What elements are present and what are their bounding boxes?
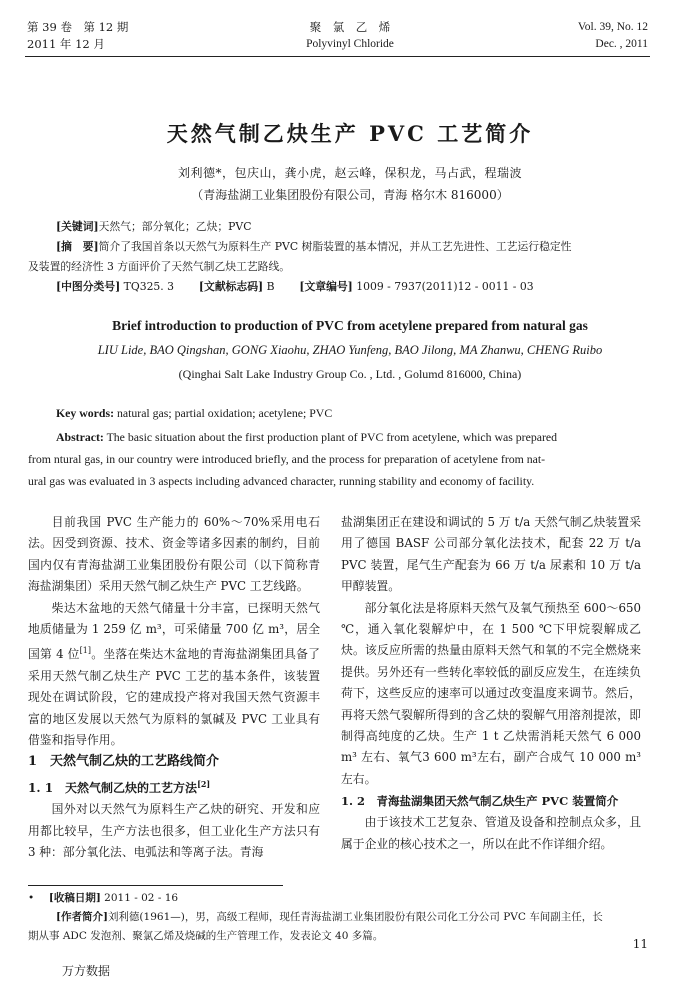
paragraph [28, 598, 320, 752]
paragraph: 由于该技术工艺复杂、管道及设备和控制点众多，且属于企业的核心技术之一，所以在此不作详细介绍。 [341, 815, 641, 851]
journal-volume-issue: 第 39 卷 第 12 期 [27, 20, 129, 34]
citation-ref[interactable]: [2] [197, 779, 211, 790]
section-heading: 1 天然气制乙炔的工艺路线简介 [28, 754, 220, 770]
keywords-en-label: Key words: [56, 406, 114, 420]
footnote-author-line2: 期从事 ADC 发泡剂、聚氯乙烯及烧碱的生产管理工作，发表论文 40 多篇。 [28, 930, 384, 942]
affiliation-en: (Qinghai Salt Lake Industry Group Co. , Ltd. , Golumd 816000, China) [178, 367, 522, 381]
journal-vol-en: Vol. 39, No. 12 [577, 21, 648, 33]
abstract-cn-label: [摘 要] [56, 240, 99, 253]
citation-ref[interactable]: [1] [79, 646, 92, 656]
affiliation-cn: （青海盐湖工业集团股份有限公司，青海 格尔木 816000） [191, 188, 509, 202]
author-info-label: [作者简介] [56, 911, 108, 923]
keywords-cn [56, 216, 656, 237]
abstract-en-text1: The basic situation about the first production plant of PVC from acetylene, which was prepared [106, 430, 558, 444]
paragraph: 国外对以天然气为原料生产乙炔的研究、开发和应用都比较早，生产方法也很多，但工业化生产方法只有 3 种：部分氧化法、电弧法和等离子法。青海 [28, 802, 320, 860]
keywords-en-text: natural gas; partial oxidation; acetylene; PVC [116, 406, 333, 420]
doc-code-label: [文献标志码] [198, 280, 264, 293]
abstract-cn-line1 [56, 236, 656, 257]
paragraph-text: 。坐落在柴达木盆地的青海盐湖集团具备了采用天然气制乙炔生产 PVC 工艺的基本条件，该装置现处在调试阶段，它的建成投产将对我国天然气资源丰富的地区发展以天然气为原料的氯碱及 PVC 工业具有借鉴和指导作用。 [28, 647, 320, 747]
article-title-en: Brief introduction to production of PVC from acetylene prepared from natural gas [112, 318, 588, 333]
paragraph: 盐湖集团正在建设和调试的 5 万 t/a 天然气制乙炔装置采用了德国 BASF 公司部分氧化法技术，配套 22 万 t/a PVC 装置，尾气生产配套为 66 万 t/a 尿素和 10 万 t/a 甲醇装置。 [341, 515, 641, 594]
clc-value: TQ325. 3 [123, 280, 175, 293]
body-left-column [28, 512, 320, 864]
article-title-cn: 天然气制乙炔生产 PVC 工艺简介 [166, 121, 534, 146]
footnote-author-line1 [56, 908, 656, 927]
body-right-column [341, 512, 641, 855]
abstract-en-label: Abstract: [56, 430, 104, 444]
paragraph: 目前我国 PVC 生产能力的 60%～70%采用电石法。因受到资源、技术、资金等诸多因素的制约，目前国内仅有青海盐湖工业集团股份有限公司（以下简称青海盐湖集团）采用天然气制乙炔生产 PVC 工艺线路。 [28, 515, 320, 594]
subsection-heading-text: 1. 1 天然气制乙炔的工艺方法 [28, 781, 198, 796]
watermark-text: 万方数据 [62, 964, 111, 978]
classification-line [56, 276, 656, 297]
footnote-bullet: • [28, 892, 35, 904]
paragraph-text: 柴达木盆地的天然气储量十分丰富，已探明天然气地质储量为 1 259 亿 m³，可采储量 700 亿 m³，居全国第 4 位 [28, 600, 320, 662]
keywords-en [56, 402, 646, 424]
article-no-label: [文章编号] [299, 280, 353, 293]
authors-cn: 刘利德*，包庆山，龚小虎，赵云峰，保积龙，马占武，程瑞波 [177, 166, 522, 180]
subsection-heading: 1. 2 青海盐湖集团天然气制乙炔生产 PVC 装置简介 [341, 794, 619, 809]
footnote-received [28, 889, 648, 908]
paragraph: 部分氧化法是将原料天然气及氧气预热至 600～650 ℃，通入氧化裂解炉中，在 1 500 ℃下甲烷裂解成乙炔。该反应所需的热量由原料天然气和氧的不完全燃烧来提供。另外还有一些转化率较低的副反应发生，在连续负荷下，这些反应的速率可以通过改变温度来调节。然后，再将天然气裂解所得到的含乙炔的裂解气用溶剂提浓，即制得高纯度的乙炔。生产 1 t 乙炔需消耗天然气 6 000 m³ 左右、氧气3 600 m³左右，副产合成气 10 000 m³ 左右。 [341, 600, 641, 786]
footnote-rule [28, 885, 283, 886]
clc-label: [中图分类号] [56, 280, 121, 293]
journal-name-cn: 聚 氯 乙 烯 [309, 20, 391, 34]
doc-code-value: B [266, 280, 275, 293]
keywords-cn-label: [关键词] [56, 220, 99, 233]
subsection-heading [28, 773, 320, 799]
keywords-cn-text: 天然气；部分氧化；乙炔；PVC [98, 220, 252, 233]
journal-date: 2011 年 12 月 [27, 37, 105, 51]
received-value: 2011 - 02 - 16 [104, 892, 179, 904]
abstract-cn-text1: 简介了我国首条以天然气为原料生产 PVC 树脂装置的基本情况，并从工艺先进性、工艺运行稳定性 [98, 240, 572, 253]
journal-date-en: Dec. , 2011 [595, 38, 648, 50]
authors-en: LIU Lide, BAO Qingshan, GONG Xiaohu, ZHAO Yunfeng, BAO Jilong, MA Zhanwu, CHENG Ruibo [97, 343, 603, 357]
page-number: 11 [632, 937, 648, 951]
abstract-en-line2: from ntural gas, in our country were introduced briefly, and the process for preparation of acetylene from nat- [28, 452, 546, 466]
abstract-en-line1 [56, 426, 646, 448]
abstract-cn-line2: 及装置的经济性 3 方面评价了天然气制乙炔工艺路线。 [28, 260, 291, 273]
article-no-value: 1009 - 7937(2011)12 - 0011 - 03 [356, 280, 534, 293]
received-label: [收稿日期] [48, 892, 101, 904]
journal-name-en: Polyvinyl Chloride [306, 38, 394, 50]
author-info-text: 刘利德(1961—)，男，高级工程师，现任青海盐湖工业集团股份有限公司化工分公司 PVC 车间副主任，长 [107, 911, 603, 923]
header-rule [25, 56, 650, 57]
abstract-en-line3: ural gas was evaluated in 3 aspects including advanced character, running stability and economy of facility. [28, 474, 535, 488]
